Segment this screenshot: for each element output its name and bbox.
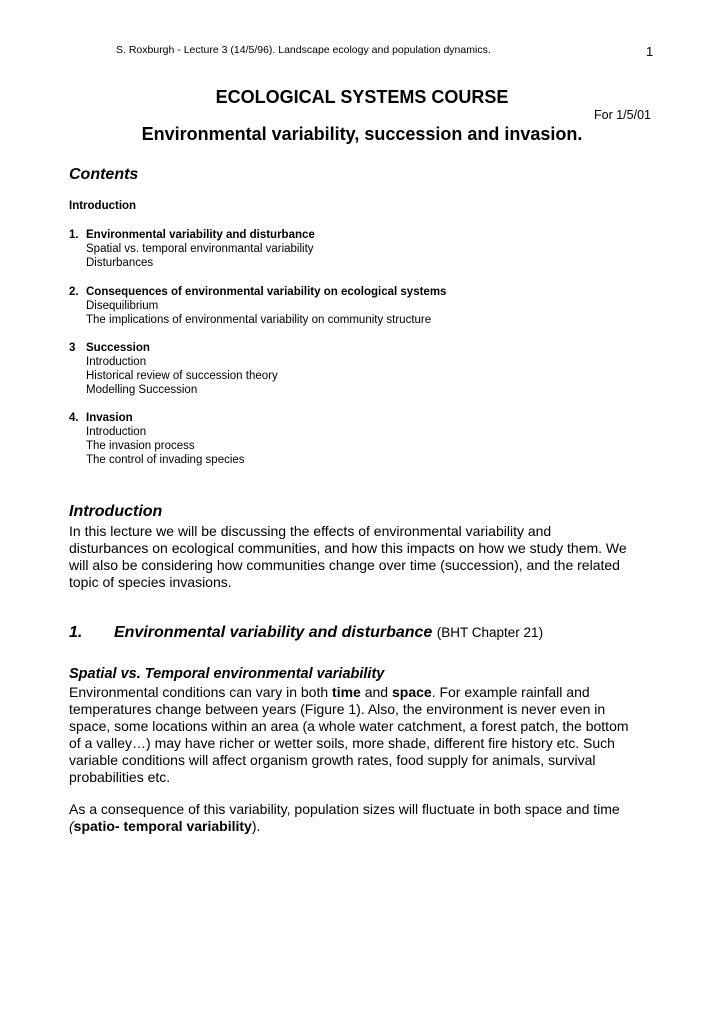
paragraph-line: topic of species invasions. [69,574,232,590]
toc-subitem: Disturbances [86,257,154,269]
running-head: S. Roxburgh - Lecture 3 (14/5/96). Landscape ecology and population dynamics. [116,44,491,56]
toc-title: Consequences of environmental variability on ecological systems [86,286,447,298]
spatial-paragraph-2 [69,801,669,835]
section-1-heading [69,624,543,642]
spatial-temporal-heading: Spatial vs. Temporal environmental variability [69,666,385,682]
section-title: Environmental variability and disturbance [114,624,433,641]
paragraph-line: space, some locations within an area (a whole water catchment, a forest patch, the bottom [69,718,629,734]
toc-item-1 [69,228,315,270]
toc-title: Succession [86,342,150,354]
paragraph-line: As a consequence of this variability, population sizes will fluctuate in both space and time [69,801,620,817]
text-run: ( [69,818,74,834]
toc-number: 1. [69,229,79,241]
toc-subitem: Spatial vs. temporal environmantal variability [86,243,314,255]
paragraph-line: temperatures change between years (Figure 1). Also, the environment is never even in [69,701,606,717]
toc-item-3 [69,341,278,397]
spatial-paragraph-1 [69,684,669,786]
toc-number: 2. [69,286,79,298]
section-number: 1. [69,624,83,641]
toc-number: 3 [69,342,76,354]
text-run: . For example rainfall and [431,684,590,700]
text-run: and [360,684,392,700]
toc-title: Environmental variability and disturbance [86,229,315,241]
toc-subitem: Introduction [86,356,147,368]
toc-item-4 [69,411,245,467]
toc-item-2 [69,285,446,327]
bold-term-time: time [332,684,361,700]
paragraph-line: of a valley…) may have richer or wetter soils, more shade, different fire history etc. Such [69,735,615,751]
for-date: For 1/5/01 [594,108,651,122]
paragraph-line: variable conditions will affect organism growth rates, food supply for animals, survival [69,752,596,768]
text-run: Environmental conditions can vary in both [69,684,333,700]
contents-intro-label: Introduction [69,200,137,212]
contents-heading: Contents [69,166,139,183]
text-run: ). [251,818,261,834]
toc-subitem: The implications of environmental variability on community structure [86,314,432,326]
introduction-paragraph [69,523,669,591]
section-reference: (BHT Chapter 21) [436,625,544,640]
course-title: ECOLOGICAL SYSTEMS COURSE [215,87,509,107]
introduction-heading: Introduction [69,503,163,520]
bold-term-spatio-temporal: spatio- temporal variability [73,818,252,834]
page-number: 1 [646,44,654,59]
paragraph-line: disturbances on ecological communities, and how this impacts on how we study them. We [69,540,627,556]
toc-number: 4. [69,412,79,424]
toc-subitem: Historical review of succession theory [86,370,278,382]
main-title: Environmental variability, succession and invasion. [141,124,583,144]
toc-subitem: Introduction [86,426,147,438]
paragraph-line [69,684,669,701]
toc-subitem: Disequilibrium [86,300,159,312]
toc-subitem: The control of invading species [86,454,245,466]
paragraph-line: will also be considering how communities change over time (succession), and the related [69,557,620,573]
paragraph-line [69,818,669,835]
paragraph-line: In this lecture we will be discussing the effects of environmental variability and [69,523,552,539]
bold-term-space: space [391,684,432,700]
toc-subitem: Modelling Succession [86,384,198,396]
toc-title: Invasion [86,412,133,424]
toc-subitem: The invasion process [86,440,195,452]
paragraph-line: probabilities etc. [69,769,171,785]
